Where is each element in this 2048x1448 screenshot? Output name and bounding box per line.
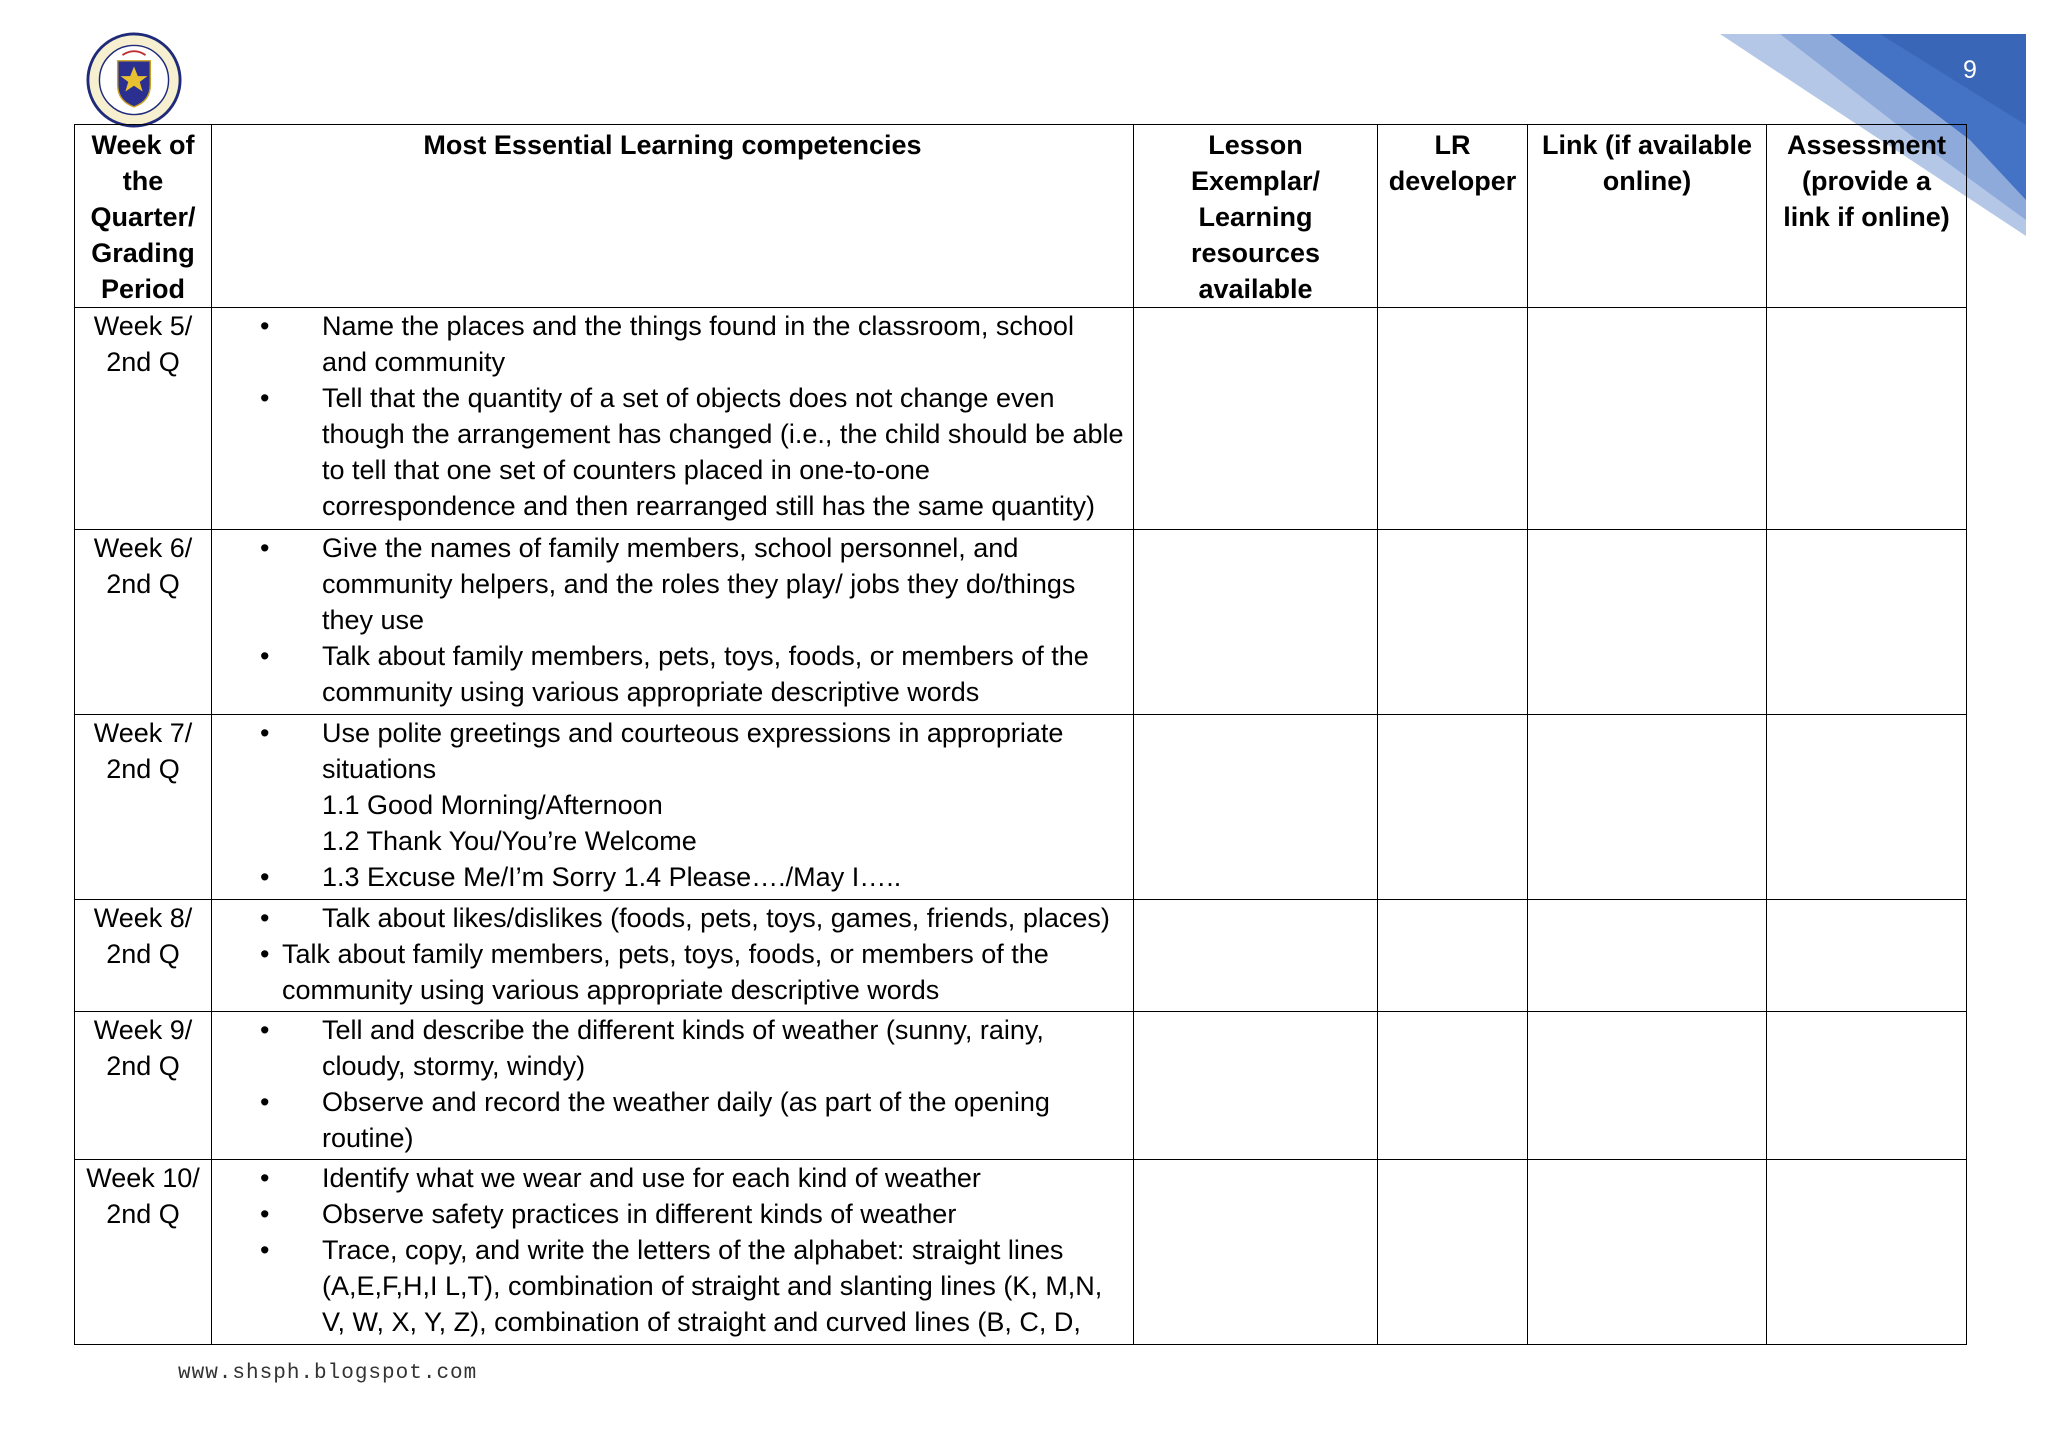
table-row <box>75 1160 1967 1345</box>
competencies-cell <box>212 715 1134 900</box>
header-assessment: Assessment (provide a link if online) <box>1767 125 1967 308</box>
developer-cell <box>1378 1012 1528 1160</box>
competency-item: • Tell and describe the different kinds of weather (sunny, rainy, cloudy, stormy, windy) <box>260 1012 1125 1084</box>
table-header-row <box>75 125 1967 308</box>
resources-cell <box>1134 900 1378 1012</box>
table-row <box>75 900 1967 1012</box>
competency-item: • Talk about family members, pets, toys, foods, or members of the community using various appropriate descriptive words <box>260 936 1125 1008</box>
competency-item: • Talk about family members, pets, toys, foods, or members of the community using various appropriate descriptive words <box>260 638 1125 710</box>
header-week: Week of the Quarter/ Grading Period <box>75 125 212 308</box>
resources-cell <box>1134 715 1378 900</box>
competency-item: • Observe safety practices in different kinds of weather <box>260 1196 1125 1232</box>
link-cell <box>1528 1160 1767 1345</box>
competency-item: • Use polite greetings and courteous expressions in appropriate situations <box>260 715 1125 787</box>
week-cell: Week 10/ 2nd Q <box>75 1160 212 1345</box>
assessment-cell <box>1767 308 1967 530</box>
resources-cell <box>1134 308 1378 530</box>
deped-seal-logo <box>86 32 182 128</box>
page-number: 9 <box>1963 56 1977 84</box>
developer-cell <box>1378 530 1528 715</box>
competency-item: • Name the places and the things found in the classroom, school and community <box>260 308 1125 380</box>
assessment-cell <box>1767 1160 1967 1345</box>
resources-cell <box>1134 1160 1378 1345</box>
footer-url: www.shsph.blogspot.com <box>178 1362 478 1385</box>
competencies-cell <box>212 1012 1134 1160</box>
link-cell <box>1528 530 1767 715</box>
competency-item: • Give the names of family members, school personnel, and community helpers, and the roles they play/ jobs they do/things they use <box>260 530 1125 638</box>
competency-item: • Identify what we wear and use for each kind of weather <box>260 1160 1125 1196</box>
week-cell: Week 8/ 2nd Q <box>75 900 212 1012</box>
header-link: Link (if available online) <box>1528 125 1767 308</box>
resources-cell <box>1134 530 1378 715</box>
table-row <box>75 308 1967 530</box>
competency-item: • Tell that the quantity of a set of objects does not change even though the arrangement has changed (i.e., the child should be able to tell that one set of counters placed in one-to-one correspondence and then rearranged still has the same quantity) <box>260 380 1125 524</box>
developer-cell <box>1378 1160 1528 1345</box>
link-cell <box>1528 715 1767 900</box>
developer-cell <box>1378 900 1528 1012</box>
competency-item: • Trace, copy, and write the letters of the alphabet: straight lines (A,E,F,H,I L,T), combination of straight and slanting lines (K, M,N, V, W, X, Y, Z), combination of straight and curved lines (B, C, D, <box>260 1232 1125 1340</box>
competency-item: • Observe and record the weather daily (as part of the opening routine) <box>260 1084 1125 1156</box>
assessment-cell <box>1767 1012 1967 1160</box>
developer-cell <box>1378 715 1528 900</box>
competencies-cell <box>212 900 1134 1012</box>
link-cell <box>1528 900 1767 1012</box>
competencies-cell <box>212 308 1134 530</box>
assessment-cell <box>1767 530 1967 715</box>
header-competencies: Most Essential Learning competencies <box>212 125 1134 308</box>
link-cell <box>1528 1012 1767 1160</box>
link-cell <box>1528 308 1767 530</box>
header-lr-developer: LR developer <box>1378 125 1528 308</box>
table-row <box>75 530 1967 715</box>
header-lesson-exemplar: Lesson Exemplar/ Learning resources available <box>1134 125 1378 308</box>
developer-cell <box>1378 308 1528 530</box>
competency-table <box>74 124 1967 1345</box>
week-cell: Week 5/ 2nd Q <box>75 308 212 530</box>
resources-cell <box>1134 1012 1378 1160</box>
week-cell: Week 7/ 2nd Q <box>75 715 212 900</box>
competency-subitem: 1.2 Thank You/You’re Welcome <box>322 826 697 856</box>
competencies-cell <box>212 530 1134 715</box>
competency-subitem: 1.1 Good Morning/Afternoon <box>322 790 663 820</box>
assessment-cell <box>1767 715 1967 900</box>
table-row <box>75 1012 1967 1160</box>
week-cell: Week 6/ 2nd Q <box>75 530 212 715</box>
table-row <box>75 715 1967 900</box>
competency-item: • Talk about likes/dislikes (foods, pets, toys, games, friends, places) <box>260 900 1125 936</box>
competencies-cell <box>212 1160 1134 1345</box>
assessment-cell <box>1767 900 1967 1012</box>
competency-item: • 1.3 Excuse Me/I’m Sorry 1.4 Please…./May I….. <box>260 859 1125 895</box>
week-cell: Week 9/ 2nd Q <box>75 1012 212 1160</box>
